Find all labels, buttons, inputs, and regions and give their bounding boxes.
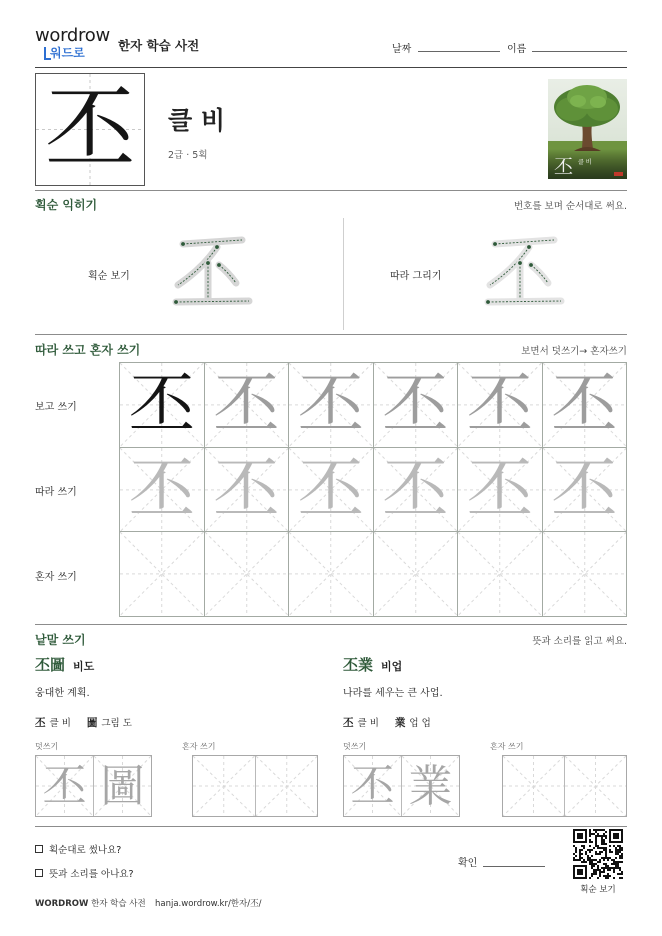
words-section-title: 낱말 쓰기 [35,633,86,647]
stroke-3 [518,261,522,301]
word-solo-box [192,755,318,817]
word-trace-cell [94,756,151,816]
practice-cell-r3-c4 [374,532,459,617]
practice-char: 丕 [297,450,364,528]
word-solo-cell [503,756,565,816]
practice-cell-r1-c5 [458,363,543,448]
word-trace-cell [36,756,94,816]
header-title: 한자 학습 사전 [118,38,200,53]
logo-korean: 워드로 [50,46,85,60]
practice-cell-r1-c1 [120,363,205,448]
checklist-text: 뜻과 소리를 아나요? [49,869,134,880]
section-divider [35,334,627,335]
stroke-divider [343,218,344,330]
practice-cell-r3-c1 [120,532,205,617]
word-solo-cell [193,756,256,816]
gloss-char: 圖 [86,717,98,729]
practice-cell-r2-c3 [289,448,374,533]
practice-cell-r1-c6 [543,363,628,448]
practice-cell-r3-c2 [205,532,290,617]
practice-cell-r2-c5 [458,448,543,533]
qr-code[interactable] [573,829,623,879]
date-label: 날짜 [392,44,412,55]
gloss-char: 業 [394,717,406,729]
logo-wordmark: wordrow [35,25,110,46]
guide-lines [543,532,627,616]
words-section-hint: 뜻과 소리를 읽고 써요. [532,636,627,647]
practice-char: 丕 [213,366,280,443]
name-fill-line [532,51,627,52]
stroke-order-diagram [168,232,256,312]
row-label-look: 보고 쓰기 [35,402,77,413]
confirm-fill-line [483,866,545,867]
section-divider [35,190,627,191]
stroke-view-label: 획순 보기 [88,271,130,282]
word-heading [343,654,402,675]
footer-url-link[interactable]: hanja.wordrow.kr/한자/丕/ [155,899,262,909]
practice-char: 丕 [128,450,195,528]
solo-label: 혼자 쓰기 [182,742,216,751]
stroke-3 [206,261,210,301]
practice-char: 丕 [297,366,364,443]
main-hanja: 丕 [45,77,135,182]
grade-strokes: 2급 · 5획 [168,150,208,161]
guide-lines [205,532,289,616]
word-meaning: 웅대한 계획. [35,688,90,699]
guide-lines [458,532,542,616]
practice-cell-r2-c1 [120,448,205,533]
name-label: 이름 [507,44,527,55]
stroke-5 [174,300,249,304]
word-trace-cell [344,756,402,816]
word-reading: 비업 [381,660,403,673]
word-solo-cell [565,756,626,816]
tree-illustration [548,79,627,179]
word-gloss [35,715,132,730]
practice-cell-r2-c2 [205,448,290,533]
stroke-1 [493,240,554,246]
word-gloss [343,715,431,730]
section-divider [35,826,627,827]
checklist-item-meaning [35,866,134,880]
trace-char: 丕 [350,761,395,812]
practice-char: 丕 [382,366,449,443]
word-hanja: 丕業 [343,656,374,674]
checklist-item-stroke-order [35,842,121,856]
footer-brand [35,897,146,909]
gloss-text: 클 비 [357,718,379,729]
checkbox[interactable] [35,845,43,853]
practice-cell-r3-c6 [543,532,628,617]
stroke-2 [178,245,219,285]
checklist-text: 획순대로 썼나요? [49,845,122,856]
gloss-text: 업 업 [409,718,431,729]
word-trace-box [343,755,460,817]
guide-lines [374,532,458,616]
trace-char: 圖 [100,761,145,812]
stroke-section-title: 획순 익히기 [35,198,98,212]
practice-char: 丕 [551,450,618,528]
guide-lines [289,532,373,616]
stroke-1 [181,240,242,246]
practice-cell-r2-c4 [374,448,459,533]
trace-label: 덧쓰기 [343,742,367,751]
word-hanja: 丕圖 [35,656,66,674]
stroke-2 [490,245,531,285]
stroke-trace-diagram [480,232,568,312]
section-divider [35,624,627,625]
word-trace-cell [402,756,459,816]
word-reading: 비도 [73,660,95,673]
practice-section-hint: 보면서 덧쓰기→ 혼자쓰기 [521,346,627,357]
practice-cell-r3-c5 [458,532,543,617]
stroke-4 [217,263,236,283]
guide-lines [565,756,626,816]
guide-lines [120,532,204,616]
checkbox[interactable] [35,869,43,877]
footer-brand-sub: 한자 학습 사전 [91,899,146,909]
stroke-trace-label: 따라 그리기 [390,271,442,282]
row-label-solo: 혼자 쓰기 [35,572,77,583]
solo-label: 혼자 쓰기 [490,742,524,751]
guide-lines [193,756,255,816]
practice-char: 丕 [466,450,533,528]
practice-cell-r1-c3 [289,363,374,448]
practice-char: 丕 [213,450,280,528]
practice-char: 丕 [128,366,195,443]
gloss-char: 丕 [35,717,46,729]
trace-char: 丕 [42,761,87,812]
gloss-text: 그림 도 [101,718,132,729]
thumbnail-hanja: 丕 [554,156,574,178]
word-trace-box [35,755,152,817]
gloss-char: 丕 [343,717,354,729]
confirm-label: 확인 [458,858,478,869]
practice-char: 丕 [382,450,449,528]
practice-cell-r1-c4 [374,363,459,448]
qr-label: 획순 보기 [580,885,616,895]
row-label-trace: 따라 쓰기 [35,487,77,498]
trace-char: 業 [408,761,453,812]
word-solo-box [502,755,627,817]
practice-cell-r3-c3 [289,532,374,617]
meaning-sound: 클 비 [168,106,226,135]
guide-lines [503,756,564,816]
practice-char: 丕 [551,366,618,443]
thumbnail-caption: 클 비 [578,159,592,166]
word-solo-cell [256,756,318,816]
practice-section-title: 따라 쓰고 혼자 쓰기 [35,343,141,357]
practice-cell-r2-c6 [543,448,628,533]
date-fill-line [418,51,500,52]
practice-char: 丕 [466,366,533,443]
practice-grid [119,362,627,617]
guide-lines [256,756,318,816]
main-character-box [35,73,145,186]
header-divider [35,67,627,68]
gloss-text: 클 비 [49,718,71,729]
word-heading [35,654,94,675]
word-meaning: 나라를 세우는 큰 사업. [343,688,443,699]
stroke-5 [486,300,561,304]
practice-cell-r1-c2 [205,363,290,448]
stroke-4 [529,263,548,283]
stroke-section-hint: 번호를 보며 순서대로 써요. [513,201,627,212]
footer-brand-name: WORDROW [35,899,89,909]
trace-label: 덧쓰기 [35,742,59,751]
